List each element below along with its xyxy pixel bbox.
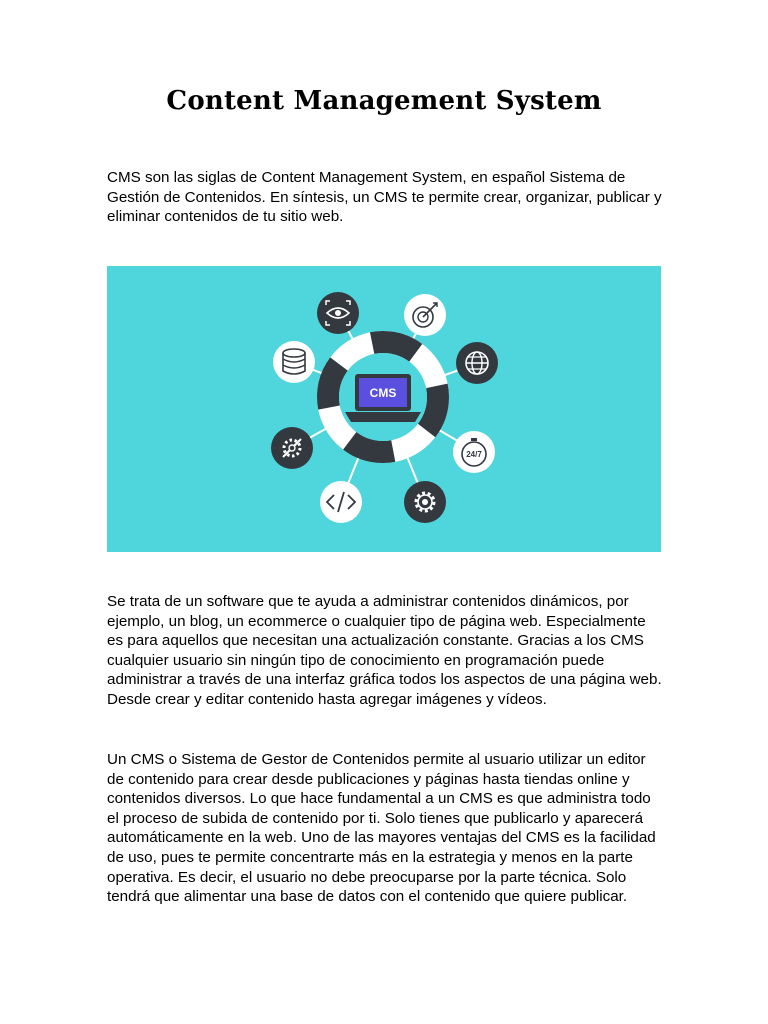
gear-icon	[404, 481, 446, 523]
clock-label: 24/7	[466, 450, 482, 459]
clock-24-7-icon	[453, 431, 495, 473]
cms-illustration	[107, 266, 661, 552]
laptop-screen-label: CMS	[369, 386, 397, 400]
page-title: Content Management System	[166, 86, 602, 116]
eye-icon	[317, 292, 359, 334]
settings-wrench-icon	[271, 427, 313, 469]
globe-icon	[456, 342, 498, 384]
laptop-icon	[345, 374, 421, 422]
body-paragraph-3: Un CMS o Sistema de Gestor de Contenidos permite al usuario utilizar un editor de contenido para crear desde publicaciones y páginas hasta tiendas online y contenidos diversos. Lo que hace fundamental a un CMS es que administra todo el proceso de subida de contenido por ti. Solo tienes que publicarlo y aparecerá automáticamente en la web. Uno de las mayores ventajas del CMS es la facilidad de uso, pues te permite concentrarte más en la estrategia y menos en la parte operativa. Es decir, el usuario no debe preocuparse por la parte técnica. Solo tendrá que alimentar una base de datos con el contenido que quiere publicar.	[107, 751, 656, 906]
database-icon	[273, 341, 315, 383]
code-icon	[320, 481, 362, 523]
body-paragraph-2: Se trata de un software que te ayuda a administrar contenidos dinámicos, por ejemplo, un blog, un ecommerce o cualquier tipo de página web. Especialmente es para aquellos que necesitan una actualización constante. Gracias a los CMS cualquier usuario sin ningún tipo de conocimiento en programación puede administrar a través de una interfaz gráfica todos los aspectos de una página web. Desde crear y editar contenido hasta agregar imágenes y vídeos.	[107, 593, 662, 708]
intro-paragraph: CMS son las siglas de Content Management System, en español Sistema de Gestión de Contenidos. En síntesis, un CMS te permite crear, organizar, publicar y eliminar contenidos de tu sitio web.	[107, 169, 662, 226]
target-icon	[404, 294, 446, 336]
